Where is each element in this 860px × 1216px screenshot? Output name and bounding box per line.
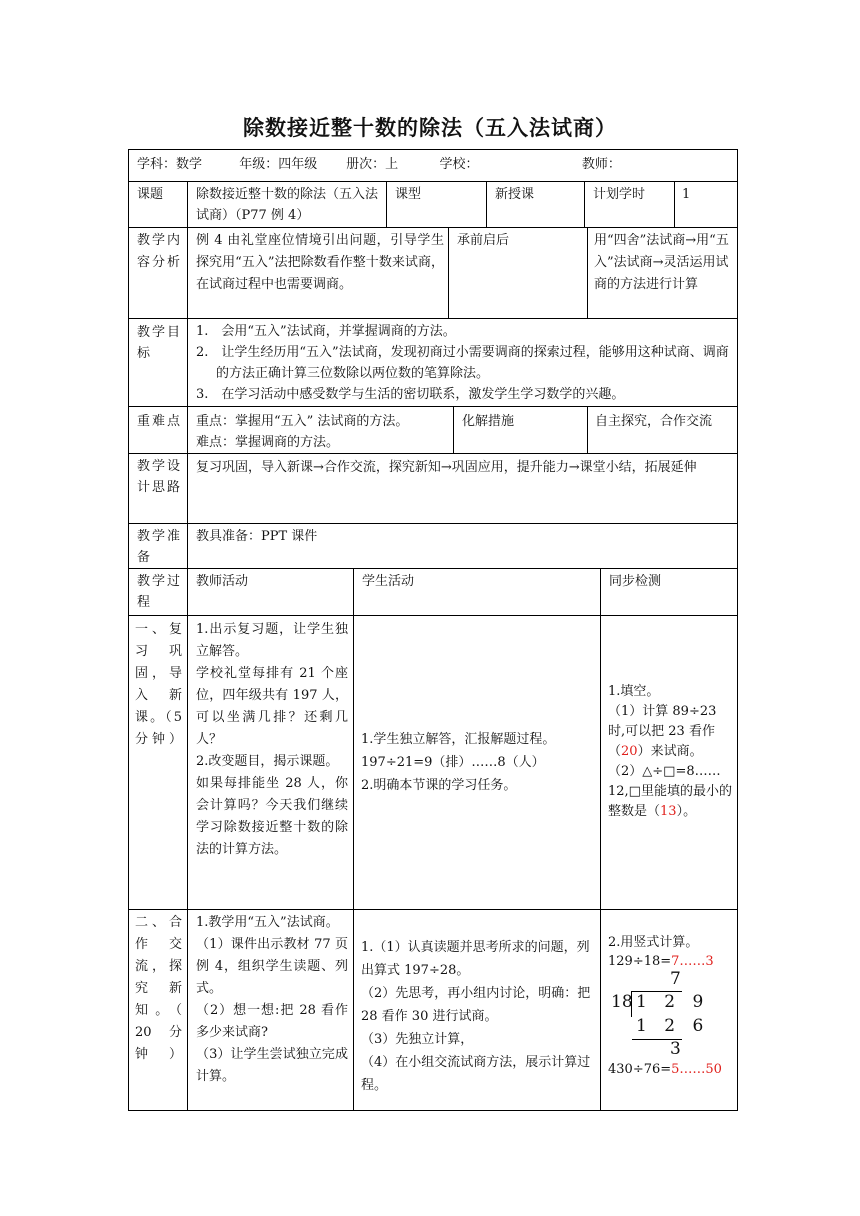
- school-field: 学校：: [439, 157, 479, 172]
- key-points-label: 重难点: [137, 414, 180, 429]
- stage1-teacher: [196, 619, 348, 861]
- objective-item: 3. 在学习活动中感受数学与生活的密切联系，激发学生学习数学的兴趣。: [196, 387, 625, 402]
- stage2-student-line: （3）先独立计算，: [361, 1032, 474, 1047]
- calc1: [608, 951, 714, 972]
- stage1-check: [608, 682, 736, 822]
- volume-field: 册次：上: [346, 157, 399, 172]
- stage1-student-line: 1.学生独立解答，汇报解题过程。: [361, 732, 556, 747]
- stage2-teacher-line: （3）让学生尝试独立完成计算。: [196, 1047, 348, 1084]
- calc2-answer: 5……50: [671, 1062, 722, 1077]
- grade-field: 年级：四年级: [239, 157, 318, 172]
- measures-value: 自主探究，合作交流: [595, 414, 713, 429]
- stage1-teacher-line: 1.出示复习题，让学生独立解答。: [196, 622, 348, 659]
- division-divisor: 18: [611, 992, 633, 1012]
- calc2-expr: 430÷76=: [608, 1062, 672, 1077]
- stage2-student-line: （4）在小组交流试商方法，展示计算过程。: [361, 1055, 591, 1093]
- stage1-student-line: 2.明确本节课的学习任务。: [361, 778, 517, 793]
- stage1-check-q2: （2）△÷□=8……12,□里能填的最小的整数是（13）。: [608, 764, 732, 819]
- stage2-label: 二、合作交流，探究新知。（ 20 分钟）: [135, 915, 182, 1062]
- stage2-student: [361, 936, 597, 1097]
- topic-value: 除数接近整十数的除法（五入法试商）（P77 例 4）: [196, 187, 379, 223]
- planned-hours-value: 1: [682, 187, 691, 202]
- content-analysis-label: 教学内容分析: [137, 233, 180, 270]
- content-analysis-text: 例 4 由礼堂座位情境引出问题，引导学生探究用“五入”法把除数看作整十数来试商，在试商过程中也需要调商。: [196, 233, 444, 292]
- stage1-label: 一、复习巩固，导入新课。（5 分钟）: [135, 622, 182, 747]
- calc1-expr: 129÷18=: [608, 954, 672, 969]
- stage1-check-q1: （1）计算 89÷23 时,可以把 23 看作（20）来试商。: [608, 704, 717, 759]
- stage1-check-title: 1.填空。: [608, 684, 660, 699]
- stage1-student: [361, 728, 597, 797]
- stage2-teacher-line: （1）课件出示教材 77 页例 4，组织学生读题、列式。: [196, 937, 348, 996]
- document-title: 除数接近整十数的除法（五入法试商）: [243, 115, 617, 140]
- calc2: [608, 1059, 722, 1080]
- lesson-type-value: 新授课: [495, 187, 535, 202]
- header-row: [137, 154, 737, 175]
- planned-hours-label: 计划学时: [593, 187, 646, 202]
- division-dividend: 1 2 9: [636, 992, 710, 1012]
- design-text: 复习巩固，导入新课→合作交流，探究新知→巩固应用，提升能力→课堂小结，拓展延伸: [196, 460, 697, 475]
- division-quotient: 7: [670, 969, 687, 989]
- stage2-teacher: [196, 912, 348, 1088]
- lesson-type-label: 课型: [395, 187, 422, 202]
- key-points-text: [196, 411, 451, 453]
- difficult-point: 难点：掌握调商的方法。: [196, 435, 340, 450]
- objective-item: 1. 会用“五入”法试商，并掌握调商的方法。: [196, 324, 456, 339]
- prep-label: 教学准备: [137, 529, 180, 565]
- content-analysis-link: 承前启后: [457, 233, 510, 248]
- student-activity-header: 学生活动: [362, 574, 415, 589]
- teacher-activity-header: 教师活动: [196, 574, 249, 589]
- answer-20: 20: [621, 744, 638, 759]
- topic-label: 课题: [137, 187, 164, 202]
- stage1-teacher-line: 学校礼堂每排有 21 个座位，四年级共有 197 人，可以坐满几排？还剩几人？: [196, 666, 348, 747]
- content-analysis-flow: 用“四舍”法试商→用“五入”法试商→灵活运用试商的方法进行计算: [594, 233, 729, 292]
- answer-13: 13: [660, 804, 677, 819]
- objectives-label: 教学目标: [137, 325, 180, 361]
- stage2-student-line: 1.（1）认真读题并思考所求的问题，列出算式 197÷28。: [361, 940, 590, 978]
- stage1-teacher-line: 如果每排能坐 28 人，你会计算吗？今天我们继续学习除数接近整十数的除法的计算方法。: [196, 776, 348, 857]
- subject-field: 学科：数学: [137, 157, 203, 172]
- sync-check-header: 同步检测: [609, 574, 662, 589]
- key-point: 重点：掌握用“五入” 法试商的方法。: [196, 414, 409, 429]
- process-label: 教学过程: [137, 574, 180, 610]
- calc1-answer: 7……3: [671, 954, 714, 969]
- stage2-teacher-line: 1.教学用“五入”法试商。: [196, 915, 339, 930]
- objective-item: 2. 让学生经历用“五入”法试商，发现初商过小需要调商的探索过程，能够用这种试商、调商的方法正确计算三位数除以两位数的笔算除法。: [196, 345, 729, 381]
- stage1-teacher-line: 2.改变题目，揭示课题。: [196, 754, 339, 769]
- division-remainder: 3: [670, 1039, 687, 1059]
- stage2-check-title: 2.用竖式计算。: [608, 935, 699, 950]
- stage2-teacher-line: （2）想一想:把 28 看作多少来试商?: [196, 1003, 348, 1040]
- teacher-field: 教师：: [581, 157, 621, 172]
- stage2-student-line: （2）先思考，再小组内讨论，明确：把 28 看作 30 进行试商。: [361, 986, 591, 1024]
- prep-text: 教具准备：PPT 课件: [196, 529, 318, 544]
- lesson-plan-table: [128, 149, 738, 1111]
- design-label: 教学设计思路: [137, 459, 180, 495]
- stage1-student-line: 197÷21=9（排）……8（人）: [361, 755, 545, 770]
- measures-label: 化解措施: [462, 414, 515, 429]
- objectives-list: [196, 321, 734, 405]
- division-product: 1 2 6: [636, 1016, 710, 1036]
